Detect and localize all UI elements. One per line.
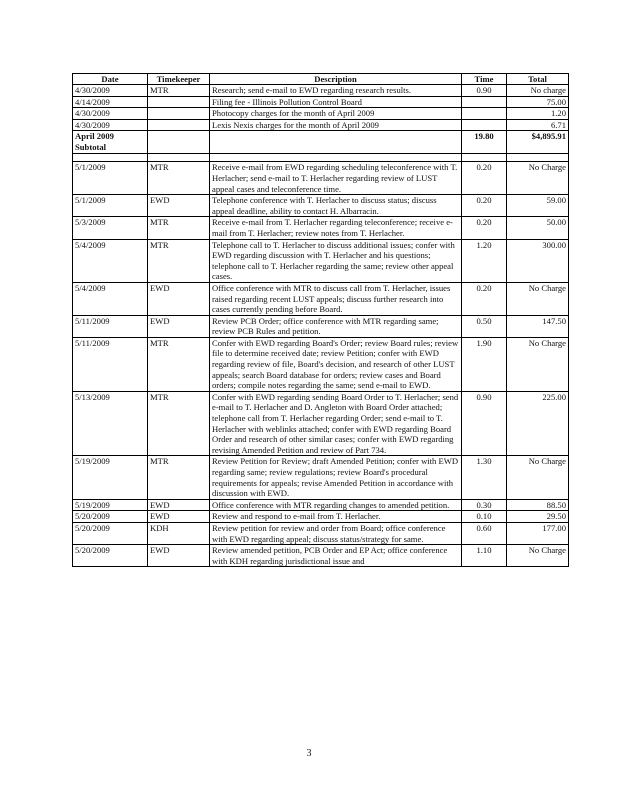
subtotal-row xyxy=(73,131,569,154)
entry-total: 177.00 xyxy=(507,522,569,544)
entry-date: 5/20/2009 xyxy=(73,522,148,544)
entry-timekeeper: EWD xyxy=(148,499,210,511)
entry-date: 5/19/2009 xyxy=(73,499,148,511)
subtotal-empty-desc xyxy=(210,131,462,154)
entry-date: 5/20/2009 xyxy=(73,511,148,523)
entry-description: Research; send e-mail to EWD regarding research results. xyxy=(210,85,462,97)
entry-date: 5/20/2009 xyxy=(73,545,148,567)
entry-date: 5/4/2009 xyxy=(73,239,148,282)
entry-total: 29.50 xyxy=(507,511,569,523)
entry-time: 0.90 xyxy=(462,85,507,97)
entry-date: 5/1/2009 xyxy=(73,195,148,217)
entry-timekeeper xyxy=(148,108,210,120)
entry-description: Photocopy charges for the month of April 2009 xyxy=(210,108,462,120)
subtotal-total: $4,895.91 xyxy=(507,131,569,154)
entry-time xyxy=(462,119,507,131)
entry-description: Office conference with MTR regarding changes to amended petition. xyxy=(210,499,462,511)
entry-description: Review petition for review and order from Board; office conference with EWD regarding appeal; discuss status/strategy for same. xyxy=(210,522,462,544)
table-row xyxy=(73,499,569,511)
table-row xyxy=(73,511,569,523)
entry-description: Telephone call to T. Herlacher to discuss additional issues; confer with EWD regarding discussion with T. Herlacher and his questions; telephone call to T. Herlacher regarding the same; review other appeal cases. xyxy=(210,239,462,282)
entry-total: No Charge xyxy=(507,337,569,391)
entry-total: 300.00 xyxy=(507,239,569,282)
entry-timekeeper: MTR xyxy=(148,456,210,499)
entry-total: No Charge xyxy=(507,282,569,315)
table-row xyxy=(73,522,569,544)
entry-timekeeper: EWD xyxy=(148,545,210,567)
entry-date: 5/11/2009 xyxy=(73,315,148,337)
entry-timekeeper: MTR xyxy=(148,337,210,391)
entry-total: 59.00 xyxy=(507,195,569,217)
page-number: 3 xyxy=(306,748,312,759)
subtotal-time: 19.80 xyxy=(462,131,507,154)
entry-time: 0.60 xyxy=(462,522,507,544)
entry-time xyxy=(462,96,507,108)
entry-date: 5/3/2009 xyxy=(73,217,148,239)
table-row xyxy=(73,545,569,567)
entry-time: 0.20 xyxy=(462,282,507,315)
entry-total: No Charge xyxy=(507,545,569,567)
entry-time: 0.90 xyxy=(462,391,507,456)
entry-date: 5/13/2009 xyxy=(73,391,148,456)
entry-timekeeper: EWD xyxy=(148,282,210,315)
header-timekeeper: Timekeeper xyxy=(148,74,210,85)
table-row xyxy=(73,85,569,97)
entry-date: 4/30/2009 xyxy=(73,119,148,131)
entry-description: Review Petition for Review; draft Amended Petition; confer with EWD regarding same; review regulations; review Board's procedural requirements for appeals; revise Amended Petition in accordance with discussion with EWD. xyxy=(210,456,462,499)
entry-time: 0.10 xyxy=(462,511,507,523)
entry-total: No Charge xyxy=(507,456,569,499)
entry-description: Review PCB Order; office conference with MTR regarding same; review PCB Rules and petition. xyxy=(210,315,462,337)
table-row xyxy=(73,282,569,315)
table-row xyxy=(73,96,569,108)
entry-date: 5/19/2009 xyxy=(73,456,148,499)
entry-description: Filing fee - Illinois Pollution Control Board xyxy=(210,96,462,108)
table-row xyxy=(73,119,569,131)
table-row xyxy=(73,162,569,195)
table-row xyxy=(73,315,569,337)
header-total: Total xyxy=(507,74,569,85)
table-row xyxy=(73,456,569,499)
entry-time: 1.20 xyxy=(462,239,507,282)
header-description: Description xyxy=(210,74,462,85)
entry-description: Receive e-mail from EWD regarding scheduling teleconference with T. Herlacher; send e-mail to T. Herlacher regarding review of LUST appeal cases and teleconference time. xyxy=(210,162,462,195)
entry-timekeeper xyxy=(148,119,210,131)
table-row xyxy=(73,195,569,217)
table-row xyxy=(73,391,569,456)
entry-timekeeper: MTR xyxy=(148,239,210,282)
entry-timekeeper: KDH xyxy=(148,522,210,544)
entry-total: 225.00 xyxy=(507,391,569,456)
entry-timekeeper: EWD xyxy=(148,511,210,523)
subtotal-empty-tk xyxy=(148,131,210,154)
entry-date: 4/30/2009 xyxy=(73,85,148,97)
entry-description: Lexis Nexis charges for the month of April 2009 xyxy=(210,119,462,131)
entry-time: 0.20 xyxy=(462,195,507,217)
spacer-row xyxy=(73,154,569,162)
table-header-row xyxy=(73,74,569,85)
entry-time: 1.90 xyxy=(462,337,507,391)
entry-timekeeper xyxy=(148,96,210,108)
entry-time: 0.30 xyxy=(462,499,507,511)
entry-time: 0.20 xyxy=(462,217,507,239)
entry-description: Receive e-mail from T. Herlacher regarding teleconference; receive e-mail from T. Herlacher; review notes from T. Herlacher. xyxy=(210,217,462,239)
entry-timekeeper: EWD xyxy=(148,195,210,217)
entry-time: 1.30 xyxy=(462,456,507,499)
billing-table xyxy=(72,73,569,567)
entry-timekeeper: MTR xyxy=(148,162,210,195)
entry-description: Confer with EWD regarding Board's Order; review Board rules; review file to determine received date; review Petition; confer with EWD regarding review of file, Board's decision, and research of other LUST appeals; search Board database for orders; review cases and Board orders; compile notes regarding the same; send e-mail to EWD. xyxy=(210,337,462,391)
table-row xyxy=(73,217,569,239)
entry-total: 1.20 xyxy=(507,108,569,120)
entry-total: No Charge xyxy=(507,162,569,195)
entry-total: 50.00 xyxy=(507,217,569,239)
entry-total: 75.00 xyxy=(507,96,569,108)
entry-date: 4/30/2009 xyxy=(73,108,148,120)
header-time: Time xyxy=(462,74,507,85)
table-row xyxy=(73,337,569,391)
entry-date: 5/4/2009 xyxy=(73,282,148,315)
entry-time xyxy=(462,108,507,120)
entry-total: 88.50 xyxy=(507,499,569,511)
entry-description: Office conference with MTR to discuss call from T. Herlacher, issues raised regarding recent LUST appeals; discuss further research into cases currently pending before Board. xyxy=(210,282,462,315)
table-row xyxy=(73,239,569,282)
entry-total: 6.71 xyxy=(507,119,569,131)
table-row xyxy=(73,108,569,120)
entry-time: 1.10 xyxy=(462,545,507,567)
entry-timekeeper: EWD xyxy=(148,315,210,337)
entry-date: 5/11/2009 xyxy=(73,337,148,391)
entry-description: Review amended petition, PCB Order and EP Act; office conference with KDH regarding jurisdictional issue and xyxy=(210,545,462,567)
entry-timekeeper: MTR xyxy=(148,85,210,97)
entry-total: No charge xyxy=(507,85,569,97)
entry-date: 4/14/2009 xyxy=(73,96,148,108)
header-date: Date xyxy=(73,74,148,85)
entry-timekeeper: MTR xyxy=(148,217,210,239)
entry-description: Telephone conference with T. Herlacher to discuss status; discuss appeal deadline, ability to contact H. Albarracin. xyxy=(210,195,462,217)
entry-timekeeper: MTR xyxy=(148,391,210,456)
subtotal-label: April 2009 Subtotal xyxy=(73,131,148,154)
entry-total: 147.50 xyxy=(507,315,569,337)
entry-time: 0.20 xyxy=(462,162,507,195)
entry-date: 5/1/2009 xyxy=(73,162,148,195)
entry-description: Review and respond to e-mail from T. Herlacher. xyxy=(210,511,462,523)
entry-description: Confer with EWD regarding sending Board Order to T. Herlacher; send e-mail to T. Herlacher and D. Angleton with Board Order attached; telephone call from T. Herlacher regarding Order; send e-mail to T. Herlacher with weblinks attached; confer with EWD regarding Board Order and research of other similar cases; confer with EWD regarding revising Amended Petition and review of Part 734. xyxy=(210,391,462,456)
entry-time: 0.50 xyxy=(462,315,507,337)
